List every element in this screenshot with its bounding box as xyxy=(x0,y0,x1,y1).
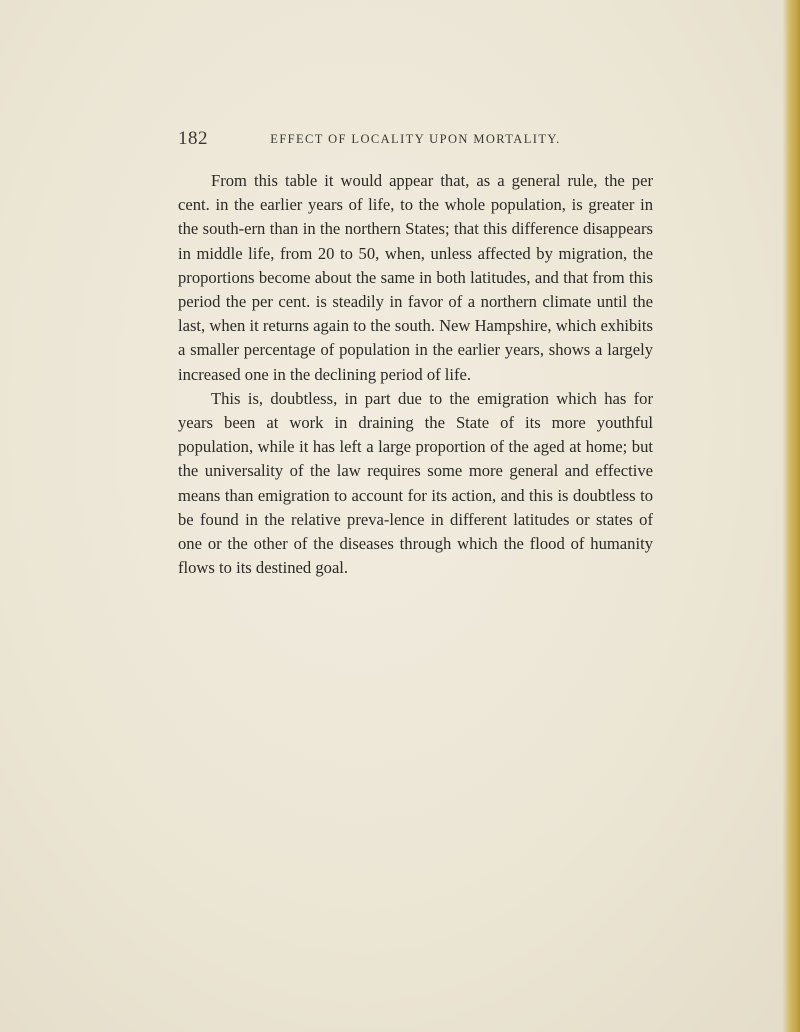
page-edge xyxy=(782,0,800,1032)
page-number: 182 xyxy=(178,128,208,149)
paragraph: From this table it would appear that, as a general rule, the per cent. in the earlier years of life, to the whole population, is greater in the south-ern than in the northern States; that this difference disappears in middle life, from 20 to 50, when, unless affected by migration, the proportions become about the same in both latitudes, and that from this period the per cent. is steadily in favor of a northern climate until the last, when it returns again to the south. New Hampshire, which exhibits a smaller percentage of population in the earlier years, shows a largely increased one in the declining period of life. xyxy=(178,171,653,384)
page-header xyxy=(178,128,653,152)
body-text xyxy=(178,169,653,580)
paragraph: This is, doubtless, in part due to the emigration which has for years been at work in draining the State of its more youthful population, while it has left a large proportion of the aged at home; but the universality of the law requires some more general and effective means than emigration to account for its action, and this is doubtless to be found in the relative preva-lence in different latitudes or states of one or the other of the diseases through which the flood of humanity flows to its destined goal. xyxy=(178,388,653,578)
running-head: EFFECT OF LOCALITY UPON MORTALITY. xyxy=(270,132,561,146)
